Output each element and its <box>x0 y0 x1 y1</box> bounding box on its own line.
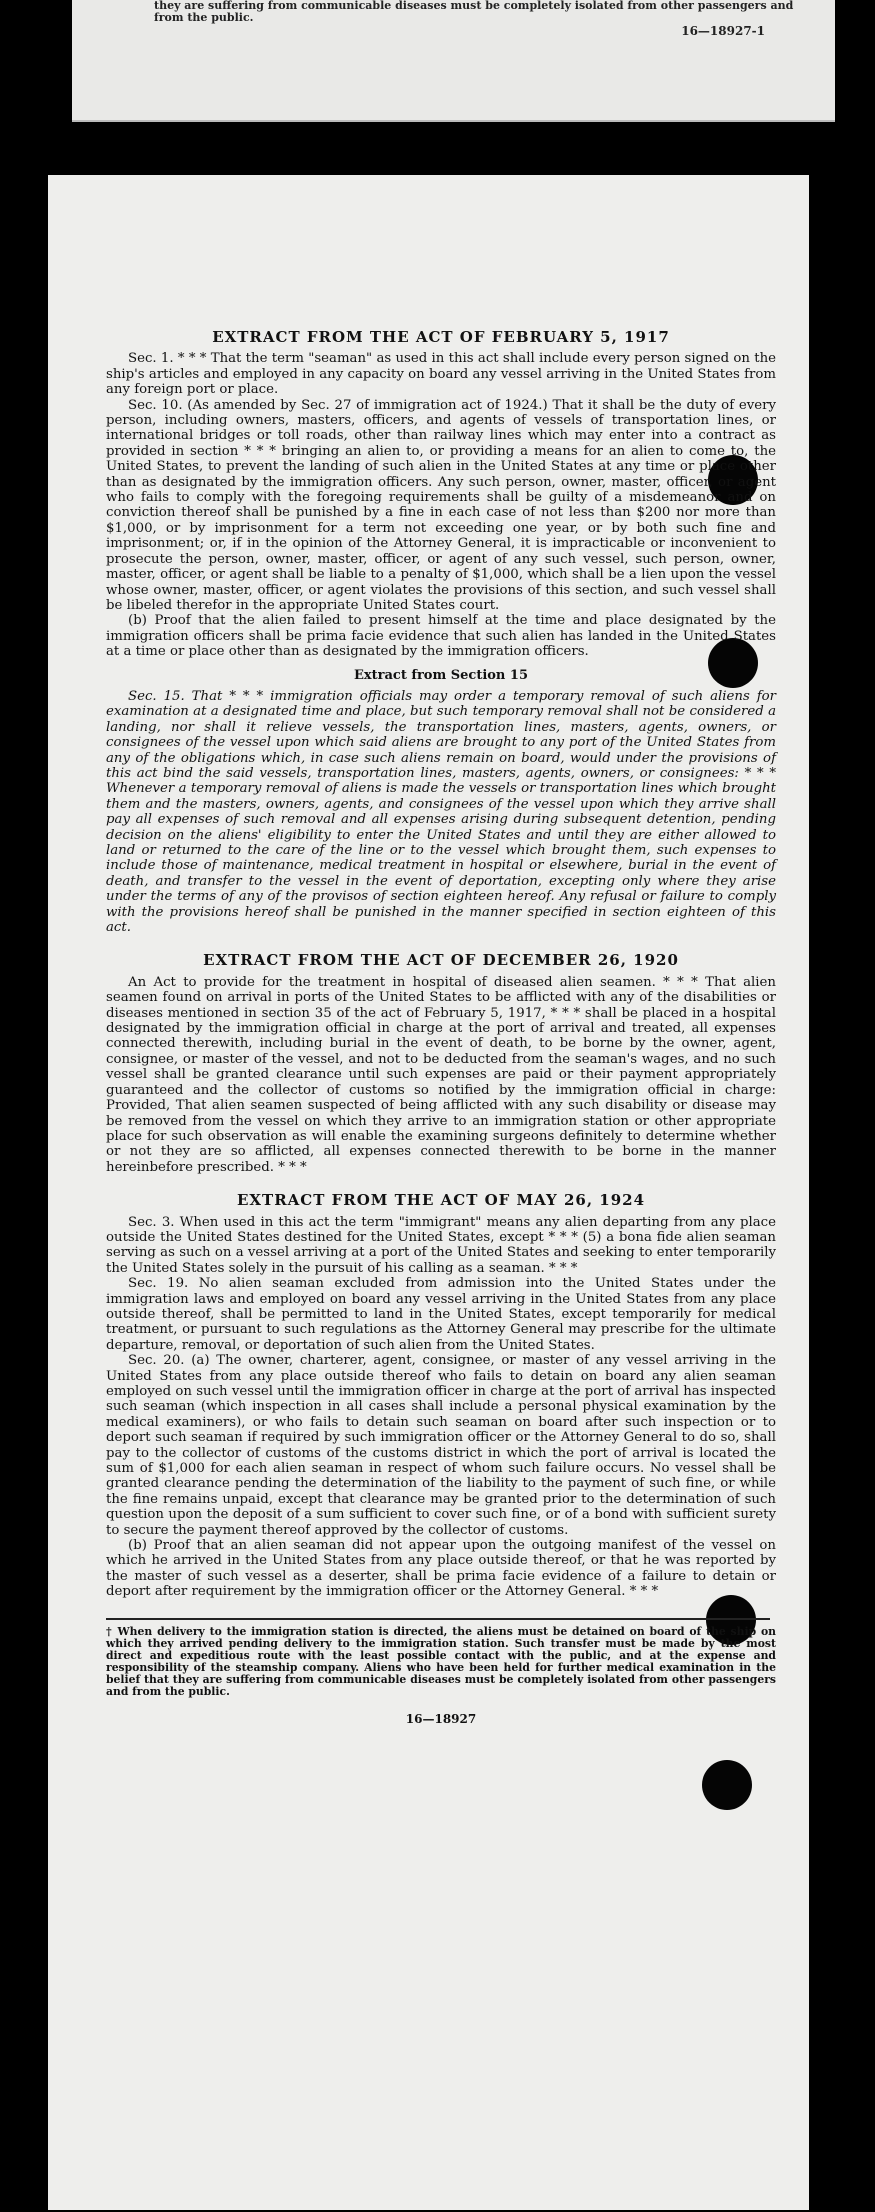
form-number: 16—18927 <box>405 1711 477 1726</box>
heading-act-1924: EXTRACT FROM THE ACT OF MAY 26, 1924 <box>236 1191 646 1210</box>
section-3-paragraph: Sec. 3. When used in this act the term "immigrant" means any alien departing from any place outside the United States destined for the United States, except * * * (5) a bona fide alien seaman serving as such on a vessel arriving at a port of the United States and seeking to enter temporarily the United States solely in the pursuit of his calling as a seaman. * * * <box>106 1214 776 1276</box>
heading-act-1920: EXTRACT FROM THE ACT OF DECEMBER 26, 1920 <box>203 951 679 970</box>
section-10-paragraph: Sec. 10. (As amended by Sec. 27 of immigration act of 1924.) That it shall be the duty of every person, including owners, masters, officers, and agents of vessels of transportation lines, or international bridges or toll roads, other than railway lines which may enter into a contract as provided in section * * * bringing an alien to, or providing a means for an alien to come to, the United States, to prevent the landing of such alien in the United States at any time or place other than as designated by the immigration officers. Any such person, owner, master, officer, or agent who fails to comply with the foregoing requirements shall be guilty of a misdemeanor and on conviction thereof shall be punished by a fine in each case of not less than $200 nor more than $1,000, or by imprisonment for a term not exceeding one year, or by both such fine and imprisonment; or, if in the opinion of the Attorney General, it is impracticable or inconvenient to prosecute the person, owner, master, officer, or agent of any such vessel, such person, owner, master, officer, or agent shall be liable to a penalty of $1,000, which shall be a lien upon the vessel whose owner, master, officer, or agent violates the provisions of this section, and such vessel shall be libeled therefor in the appropriate United States court. <box>106 397 776 613</box>
document-body <box>106 330 776 1727</box>
footnote: † When delivery to the immigration station is directed, the aliens must be detained on board of the ship on which they arrived pending delivery to the immigration station. Such transfer must be made by the most direct and expeditious route with the least possible contact with the public, and at the expense and responsibility of the steamship company. Aliens who have been held for further medical examination in the belief that they are suffering from communicable diseases must be completely isolated from other passengers and from the public. <box>106 1624 776 1698</box>
document-page <box>48 175 809 2210</box>
section-1-paragraph: Sec. 1. * * * That the term "seaman" as used in this act shall include every person signed on the ship's articles and employed in any capacity on board any vessel arriving in the United States from any foreign port or place. <box>106 351 776 398</box>
previous-page-form-number: 16—18927-1 <box>681 24 765 38</box>
act-1920-paragraph: An Act to provide for the treatment in hospital of diseased alien seamen. * * * That alien seamen found on arrival in ports of the United States to be afflicted with any of the disabilities or diseases mentioned in section 35 of the act of February 5, 1917, * * * shall be placed in a hospital designated by the immigration official in charge at the port of arrival and treated, all expenses connected therewith, including burial in the event of death, to be borne by the owner, agent, consignee, or master of the vessel, and not to be deducted from the seaman's wages, and no such vessel shall be granted clearance until such expenses are paid or their payment appropriately guaranteed and the collector of customs so notified by the immigration official in charge: Provided, That alien seamen suspected of being afflicted with any such disability or disease may be removed from the vessel on which they arrive to an immigration station or other appropriate place for such observation as will enable the examining surgeons definitely to determine whether or not they are so afflicted, all expenses connected therewith to be borne in the manner hereinbefore prescribed. * * * <box>106 974 776 1175</box>
section-15-paragraph: Sec. 15. That * * * immigration officials may order a temporary removal of such aliens for examination at a designated time and place, but such temporary removal shall not be considered a landing, nor shall it relieve vessels, the transportation lines, masters, agents, owners, or consignees of the vessel upon which said aliens are brought to any port of the United States from any of the obligations which, in case such aliens remain on board, would under the provisions of this act bind the said vessels, transportation lines, masters, agents, owners, or consignees: * * * Whenever a temporary removal of aliens is made the vessels or transportation lines which brought them and the masters, owners, agents, and consignees of the vessel upon which they arrive shall pay all expenses of such removal and all expenses arising during subsequent detention, pending decision on the aliens' eligibility to enter the United States and until they are either allowed to land or returned to the care of the line or to the vessel which brought them, such expenses to include those of maintenance, medical treatment in hospital or elsewhere, burial in the event of death, and transfer to the vessel in the event of deportation, excepting only where they arise under the terms of any of the provisos of section eighteen hereof. Any refusal or failure to comply with the provisions hereof shall be punished in the manner specified in section eighteen of this act. <box>106 688 776 936</box>
previous-page-footnote-tail: they are suffering from communicable diseases must be completely isolated from other passengers and from the public. <box>154 0 794 24</box>
section-20b-paragraph: (b) Proof that an alien seaman did not appear upon the outgoing manifest of the vessel on which he arrived in the United States from any place outside thereof, or that he was reported by the master of such vessel as a deserter, shall be prima facie evidence of a failure to detain or deport after requirement by the immigration officer or the Attorney General. * * * <box>106 1538 776 1600</box>
section-19-paragraph: Sec. 19. No alien seaman excluded from admission into the United States under the immigration laws and employed on board any vessel arriving in the United States from any place outside thereof, shall be permitted to land in the United States, except temporarily for medical treatment, or pursuant to such regulations as the Attorney General may prescribe for the ultimate departure, removal, or deportation of such alien from the United States. <box>106 1276 776 1353</box>
punch-hole <box>702 1760 752 1810</box>
heading-act-1917: EXTRACT FROM THE ACT OF FEBRUARY 5, 1917 <box>212 328 670 346</box>
previous-page-strip <box>72 0 835 122</box>
section-20a-paragraph: Sec. 20. (a) The owner, charterer, agent, consignee, or master of any vessel arriving in the United States from any place outside thereof who fails to detain on board any alien seaman employed on such vessel until the immigration officer in charge at the port of arrival has inspected such seaman (which inspection in all cases shall include a personal physical examination by the medical examiners), or who fails to detain such seaman on board after such inspection or to deport such seaman if required by such immigration officer or the Attorney General to do so, shall pay to the collector of customs of the customs district in which the port of arrival is located the sum of $1,000 for each alien seaman in respect of whom such failure occurs. No vessel shall be granted clearance pending the determination of the liability to the payment of such fine, or while the fine remains unpaid, except that clearance may be granted prior to the determination of such question upon the deposit of a sum sufficient to cover such fine, or of a bond with sufficient surety to secure the payment thereof approved by the collector of customs. <box>106 1353 776 1538</box>
subheading-section-15: Extract from Section 15 <box>353 667 529 683</box>
footnote-divider <box>106 1618 770 1620</box>
section-10b-paragraph: (b) Proof that the alien failed to present himself at the time and place designated by the immigration officers shall be prima facie evidence that such alien has landed in the United States at a time or place other than as designated by the immigration officers. <box>106 613 776 660</box>
